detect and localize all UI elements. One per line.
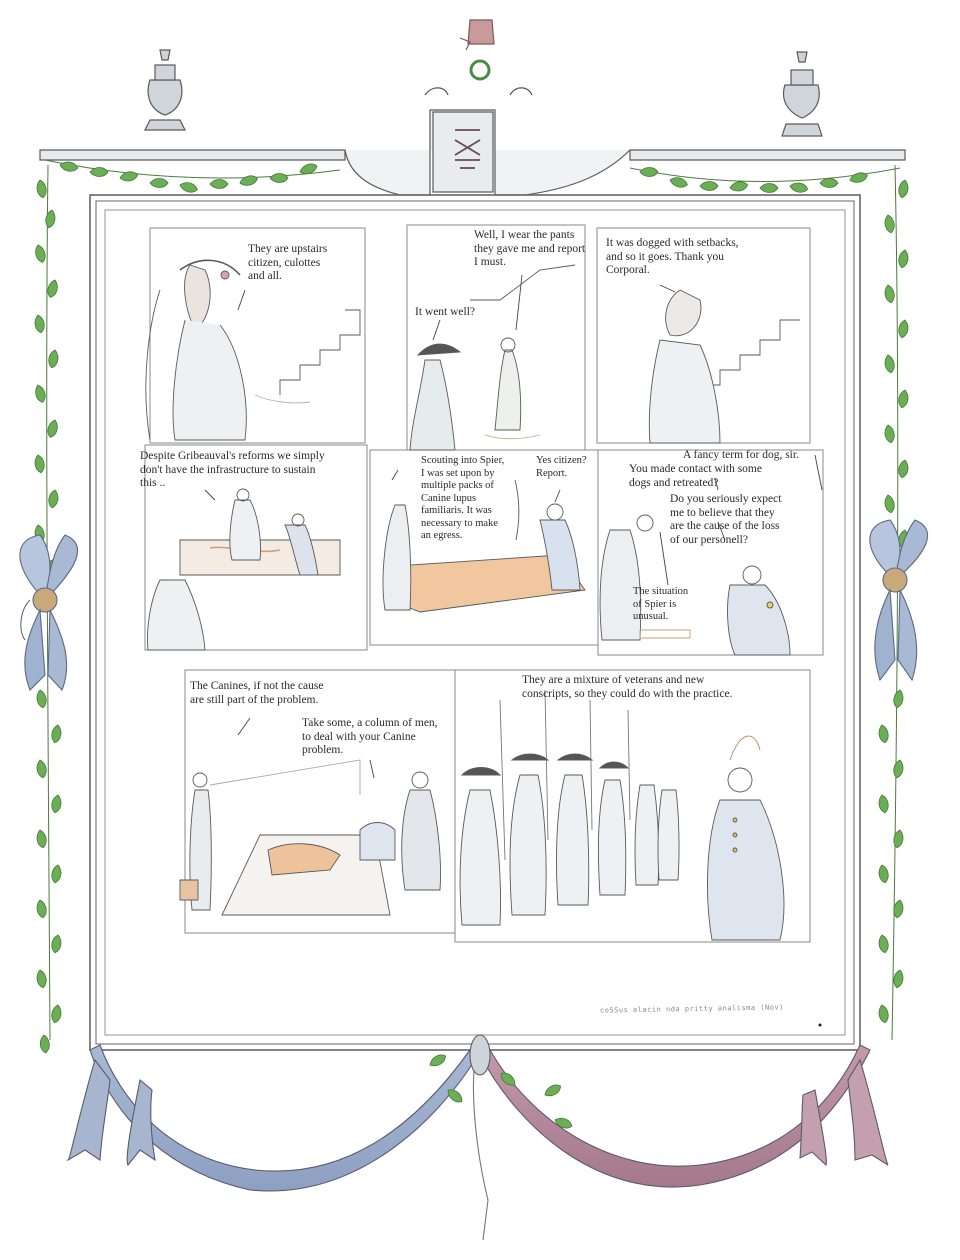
panel4-art [148, 489, 341, 650]
artist-signature: co5Sus alacin nda pritty analisma (Nov) [599, 1003, 784, 1015]
caption-column-of-men: Take some, a column of men, to deal with your Canine problem. [302, 717, 438, 756]
caption-made-contact: You made contact with some dogs and retreated? [629, 463, 762, 489]
caption-wear-the-pants: Well, I wear the pants they gave me and report I must. [474, 229, 586, 268]
garland-top-right [630, 168, 900, 194]
bow-left [20, 535, 78, 690]
caption-fancy-term-for-dog: A fancy term for dog, sir. [683, 449, 799, 461]
bow-right [870, 520, 928, 680]
caption-gribeauval-reforms: Despite Gribeauval's reforms we simply don't have the infrastructure to sustain this .. [140, 450, 325, 489]
caption-seriously-expect: Do you seriously expect me to believe that they are the cause of the loss of our personell? [670, 493, 782, 546]
caption-it-went-well: It went well? [415, 306, 476, 318]
garland-top-left [45, 160, 340, 194]
bottom-ribbons [68, 1035, 888, 1240]
panel1-art [146, 260, 360, 440]
caption-yes-citizen: Yes citizen? Report. [536, 455, 587, 479]
caption-upstairs: They are upstairs citizen, culottes and all. [248, 243, 328, 282]
caption-canines-part-of-problem: The Canines, if not the cause are still part of the problem. [190, 680, 324, 706]
pencil-dot [819, 1024, 822, 1027]
top-pediment [40, 20, 905, 195]
soldiers-art [460, 690, 784, 940]
caption-scouting-into-spier: Scouting into Spier, I was set upon by multiple packs of Canine lupus familiaris. It was necessary to make an egress. [421, 455, 505, 541]
bottom-leaves [428, 1052, 574, 1130]
caption-dogged-with-setbacks: It was dogged with setbacks, and so it goes. Thank you Corporal. [606, 237, 739, 276]
caption-situation-of-spier: The situation of Spier is unusual. [633, 586, 689, 622]
panel3-art [649, 290, 800, 443]
panel2-art [410, 265, 575, 450]
panel7-art [180, 760, 441, 915]
caption-veterans-and-conscripts: They are a mixture of veterans and new conscripts, so they could do with the practice. [522, 674, 733, 700]
